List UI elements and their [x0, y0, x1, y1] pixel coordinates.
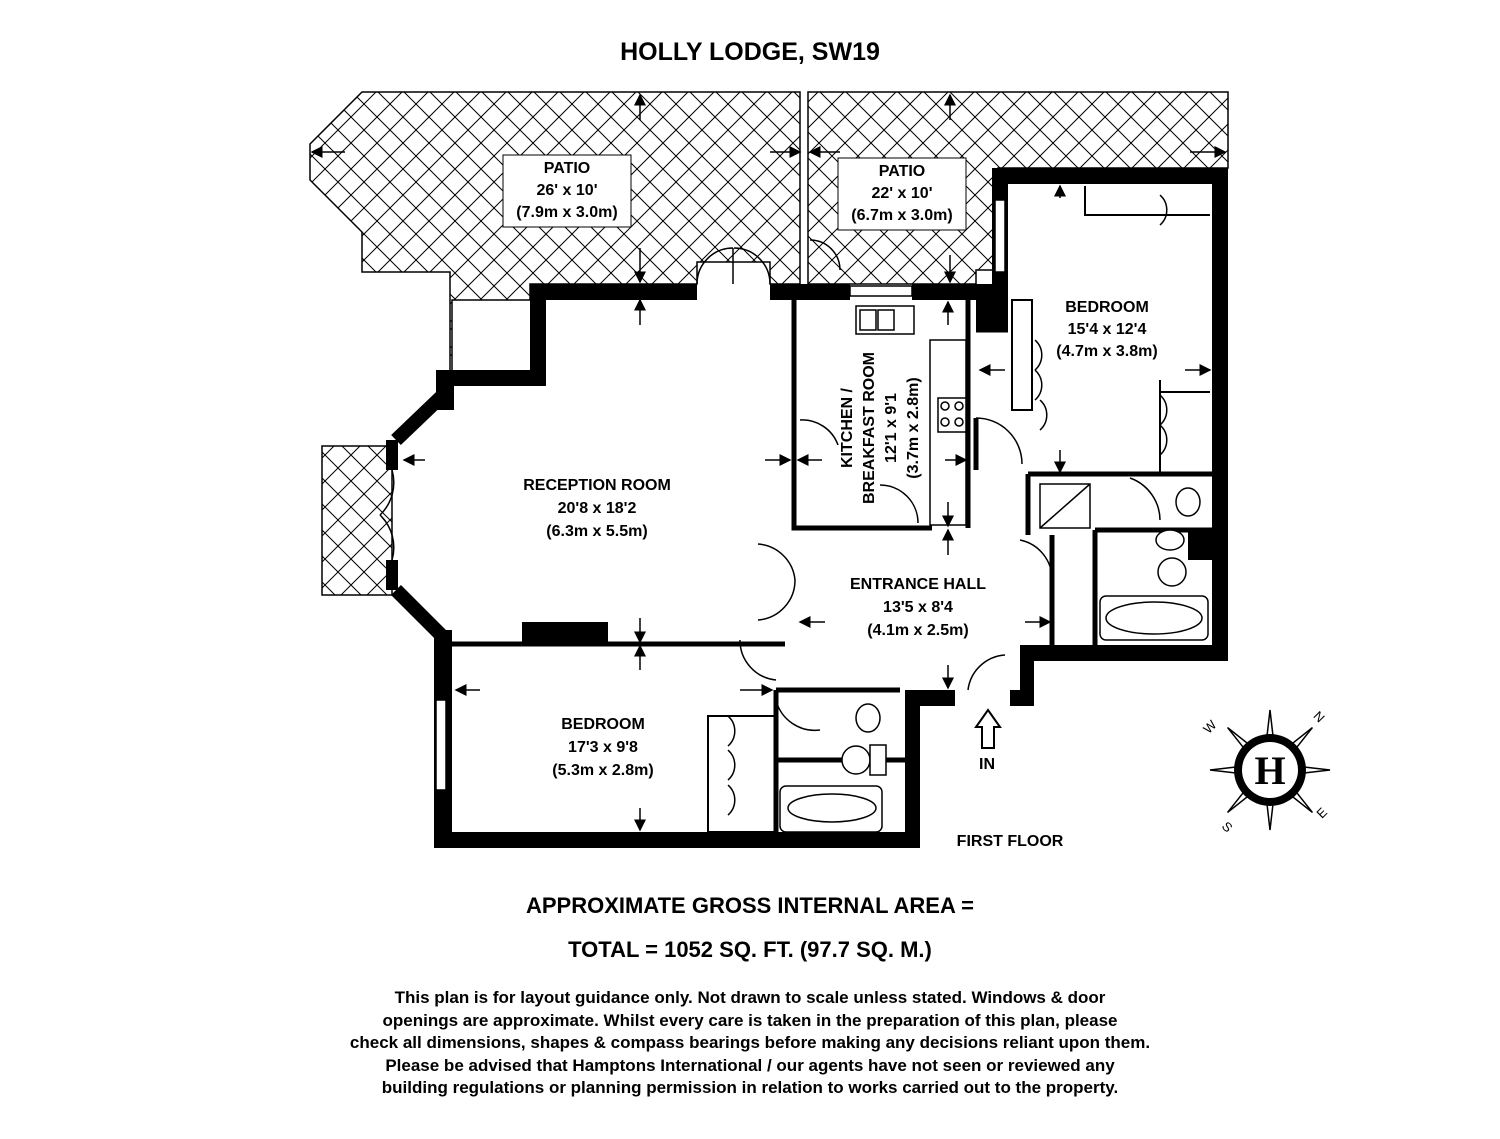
bay-walls [396, 396, 442, 636]
room-dimensions-imperial: 20'8 x 18'2 [557, 500, 637, 517]
room-dimensions-imperial: 22' x 10' [871, 185, 933, 202]
room-dimensions-imperial: 17'3 x 9'8 [568, 739, 638, 756]
room-dimensions-imperial: 15'4 x 12'4 [1067, 321, 1147, 338]
room-dimensions-metric: (4.7m x 3.8m) [1056, 343, 1158, 360]
room-dimensions-metric: (6.3m x 5.5m) [546, 523, 648, 540]
room-dimensions-metric: (6.7m x 3.0m) [851, 207, 953, 224]
entrance-arrow [976, 710, 1000, 748]
room-dimensions-imperial: 26' x 10' [536, 182, 598, 199]
disclaimer-line: This plan is for layout guidance only. Not drawn to scale unless stated. Windows & door [394, 988, 1106, 1007]
compass-rose-icon [1185, 685, 1355, 855]
room-name: ENTRANCE HALL [850, 576, 986, 593]
internal-walls [452, 300, 1212, 832]
room-name: RECEPTION ROOM [523, 477, 671, 494]
room-name: PATIO [543, 160, 591, 177]
room-dimensions-imperial: 13'5 x 8'4 [883, 599, 953, 616]
room-dimensions-metric: (7.9m x 3.0m) [516, 204, 618, 221]
floor-label: FIRST FLOOR [956, 833, 1064, 850]
area-total: TOTAL = 1052 SQ. FT. (97.7 SQ. M.) [568, 937, 932, 962]
disclaimer-line: check all dimensions, shapes & compass bearings before making any decisions reliant upon them. [349, 1033, 1151, 1052]
disclaimer-line: building regulations or planning permission in relation to works carried out to the property. [381, 1078, 1119, 1097]
compass-letter-w: W [1200, 717, 1220, 737]
compass-letter-s: S [1218, 818, 1236, 836]
plan-title: HOLLY LODGE, SW19 [620, 38, 880, 66]
room-name: KITCHEN / [839, 388, 856, 468]
entrance-label: IN [979, 756, 995, 773]
compass-letter-n: N [1310, 708, 1328, 726]
room-name: BEDROOM [561, 716, 645, 733]
compass-letter-e: E [1313, 804, 1331, 822]
room-dimensions-metric: (3.7m x 2.8m) [905, 377, 922, 479]
room-name: BEDROOM [1065, 299, 1149, 316]
disclaimer [0, 987, 1500, 1100]
room-name: BREAKFAST ROOM [861, 352, 878, 504]
disclaimer-line: openings are approximate. Whilst every care is taken in the preparation of this plan, please [382, 1010, 1118, 1030]
disclaimer-line: Please be advised that Hamptons International / our agents have not seen or reviewed any [385, 1055, 1115, 1075]
room-dimensions-metric: (5.3m x 2.8m) [552, 762, 654, 779]
balcony-bay [322, 446, 392, 595]
area-heading: APPROXIMATE GROSS INTERNAL AREA = [526, 893, 974, 918]
room-name: PATIO [878, 163, 926, 180]
room-dimensions-imperial: 12'1 x 9'1 [883, 393, 900, 463]
compass-logo: H [1254, 748, 1286, 793]
patio-left [310, 92, 800, 372]
room-dimensions-metric: (4.1m x 2.5m) [867, 622, 969, 639]
